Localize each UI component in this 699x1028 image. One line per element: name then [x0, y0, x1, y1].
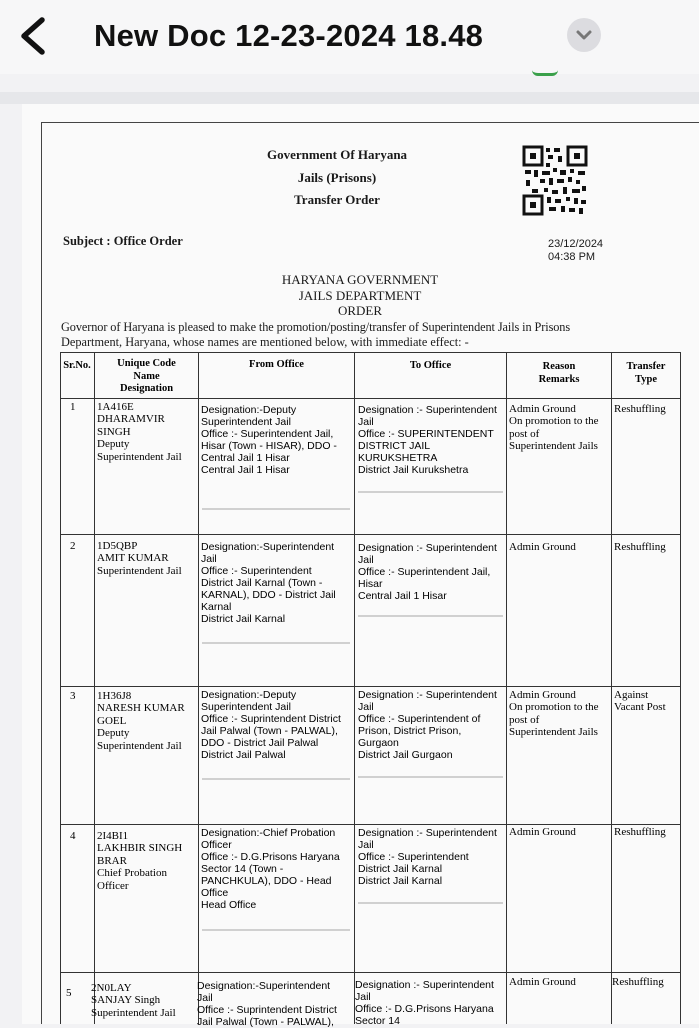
row-2-code: 1D5QBP AMIT KUMAR Superintendent Jail	[97, 540, 182, 577]
row-4-to: Designation :- Superintendent Jail Office :- Superintendent District Jail Karnal District Jail Karnal	[358, 827, 497, 887]
col-header-type: Transfer Type	[626, 361, 666, 385]
col-header-code: Unique Code Name Designation	[117, 358, 176, 394]
col-header-sr: Sr.No.	[63, 360, 91, 371]
row-5-from: Designation:-Superintendent Jail Office :- Suprintendent District Jail Palwal (Town - PALWAL),	[197, 980, 337, 1028]
row-1-to: Designation :- Superintendent Jail Office :- SUPERINTENDENT DISTRICT JAIL KURUKSHETRA District Jail Kurukshetra	[358, 404, 497, 476]
order-time: 04:38 PM	[548, 251, 596, 263]
row-3-code: 1H36J8 NARESH KUMAR GOEL Deputy Superintendent Jail	[97, 690, 185, 752]
row-1-type: Reshuffling	[614, 403, 666, 415]
subject-line: Subject : Office Order	[63, 234, 183, 248]
title-department: JAILS DEPARTMENT	[298, 288, 422, 303]
row-4-sr: 4	[70, 830, 76, 842]
row-1-from: Designation:-Deputy Superintendent Jail Office :- Superintendent Jail, Hisar (Town - HISAR), DDO - Central Jail 1 Hisar Central Jail 1 Hisar	[201, 404, 337, 476]
row-4-from: Designation:-Chief Probation Officer Office :- D.G.Prisons Haryana Sector 14 (Town - PANCHKULA), DDO - Head Office Head Office	[201, 827, 340, 911]
intro-line-2: Department, Haryana, whose names are mentioned below, with immediate effect: -	[61, 335, 469, 349]
header-government: Government Of Haryana	[266, 147, 408, 162]
row-4-reason: Admin Ground	[509, 826, 576, 838]
row-5-type: Reshuffling	[612, 976, 664, 988]
col-header-reason: Reason Remarks	[538, 361, 580, 385]
row-5-to: Designation :- Superintendent Jail Office :- D.G.Prisons Haryana Sector 14	[355, 979, 494, 1027]
row-3-reason: Admin Ground On promotion to the post of Superintendent Jails	[509, 689, 599, 739]
row-5-code: 2N0LAY SANJAY Singh Superintendent Jail	[91, 982, 176, 1019]
header-department: Jails (Prisons)	[297, 170, 377, 185]
title-government: HARYANA GOVERNMENT	[281, 272, 439, 287]
col-header-from: From Office	[249, 359, 304, 370]
title-order: ORDER	[337, 303, 383, 318]
row-2-sr: 2	[70, 540, 76, 552]
row-3-from: Designation:-Deputy Superintendent Jail Office :- Suprintendent District Jail Palwal (Town - PALWAL), DDO - District Jail Palwal District Jail Palwal	[201, 689, 341, 761]
row-2-reason: Admin Ground	[509, 541, 576, 553]
row-4-type: Reshuffling	[614, 826, 666, 838]
header-order-type: Transfer Order	[294, 192, 380, 207]
col-header-to: To Office	[409, 360, 452, 371]
row-3-sr: 3	[70, 690, 76, 702]
row-1-sr: 1	[70, 401, 76, 413]
row-4-code: 2I4BI1 LAKHBIR SINGH BRAR Chief Probation Officer	[97, 830, 183, 892]
row-5-reason: Admin Ground	[509, 976, 576, 988]
row-3-type: Against Vacant Post	[614, 689, 666, 714]
row-1-code: 1A416E DHARAMVIR SINGH Deputy Superintendent Jail	[97, 401, 182, 463]
row-2-type: Reshuffling	[614, 541, 666, 553]
intro-line-1: Governor of Haryana is pleased to make the promotion/posting/transfer of Superintendent Jails in Prisons	[61, 320, 571, 334]
order-date: 23/12/2024	[548, 238, 604, 250]
row-5-sr: 5	[66, 987, 72, 999]
row-1-reason: Admin Ground On promotion to the post of Superintendent Jails	[509, 403, 599, 453]
row-2-from: Designation:-Superintendent Jail Office :- Superintendent District Jail Karnal (Town - KARNAL), DDO - District Jail Karnal District Jail Karnal	[201, 541, 336, 625]
document-title: New Doc 12-23-2024 18.48	[94, 18, 484, 53]
row-3-to: Designation :- Superintendent Jail Office :- Superintendent of Prison, District Prison, Gurgaon District Jail Gurgaon	[358, 689, 497, 761]
row-2-to: Designation :- Superintendent Jail Office :- Superintendent Jail, Hisar Central Jail 1 Hisar	[358, 542, 497, 602]
